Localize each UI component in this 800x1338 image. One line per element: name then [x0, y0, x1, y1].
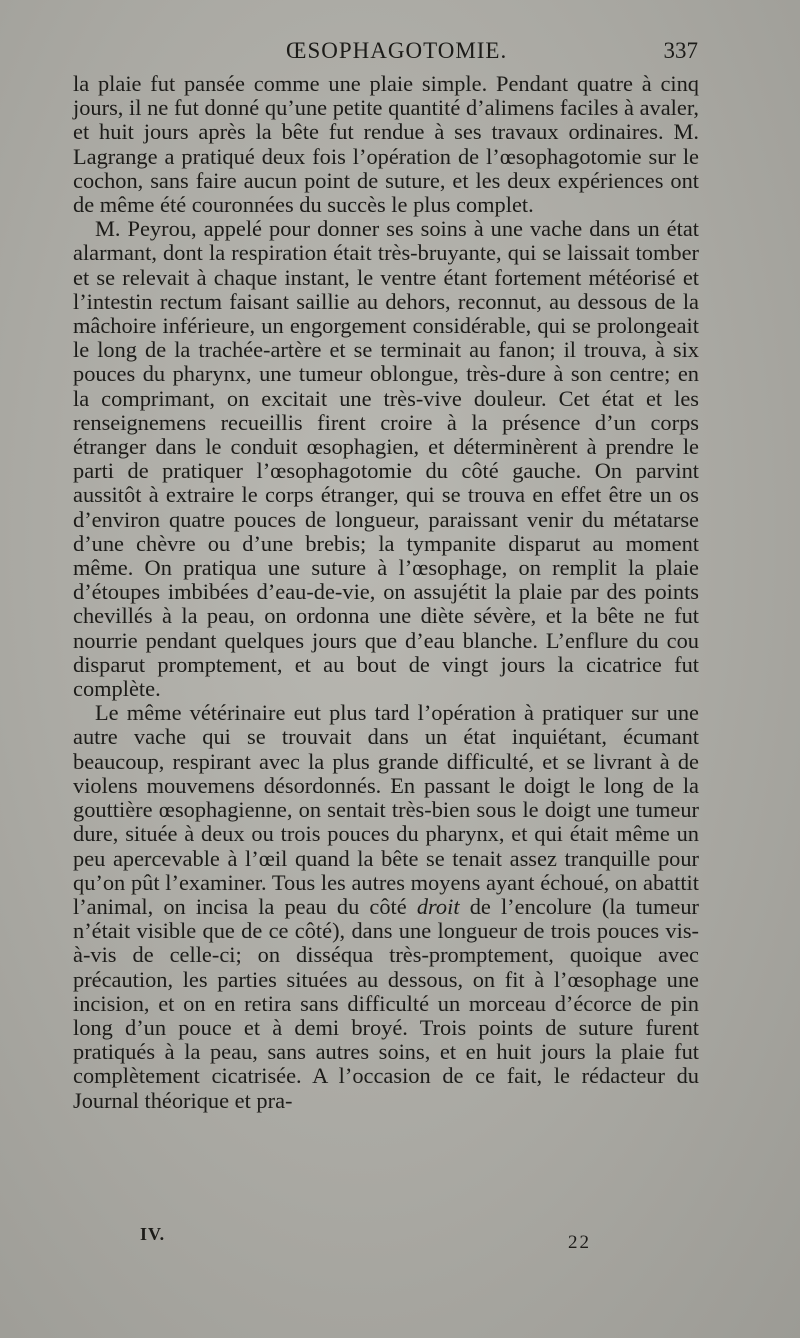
paragraph-3-text-after: de l’encolure (la tumeur n’était visible que de ce côté), dans une longueur de trois pouces vis-à-vis de celle-ci; on disséqua très-promptement, quoique avec précaution, les parties situées au dessous, on fit à l’œsophage une incision, et on en retira sans difficulté un morceau d’écorce de pin long d’un pouce et à demi broyé. Trois points de suture furent pratiqués à la peau, sans autres soins, et en huit jours la plaie fut complètement cicatrisée. A l’occasion de ce fait, le rédacteur du Journal théorique et pra-: [73, 893, 700, 1113]
paragraph-3: [73, 701, 699, 1112]
paragraph-2: M. Peyrou, appelé pour donner ses soins à une vache dans un état alarmant, dont la respiration était très-bruyante, qui se laissait tomber et se relevait à chaque instant, le ventre étant fortement météorisé et l’intestin rectum faisant saillie au dehors, reconnut, au dessous de la mâchoire inférieure, un engorgement considérable, qui se prolongeait le long de la trachée-artère et se terminait au fanon; il trouva, à six pouces du pharynx, une tumeur oblongue, très-dure à son centre; en la comprimant, on excitait une très-vive douleur. Cet état et les renseignemens recueillis firent croire à la présence d’un corps étranger dans le conduit œsophagien, et déterminèrent à prendre le parti de pratiquer l’œsophagotomie du côté gauche. On parvint aussitôt à extraire le corps étranger, qui se trouva en effet être un os d’environ quatre pouces de longueur, paraissant venir du métatarse d’une chèvre ou d’une brebis; la tympanite disparut au moment même. On pratiqua une suture à l’œsophage, on remplit la plaie d’étoupes imbibées d’eau-de-vie, on assujétit la plaie par des points chevillés à la peau, on ordonna une diète sévère, et la bête ne fut nourrie pendant quelques jours que d’eau blanche. L’enflure du cou disparut promptement, et au bout de vingt jours la cicatrice fut complète.: [73, 216, 699, 702]
paragraph-3-text-before: Le même vétérinaire eut plus tard l’opération à pratiquer sur une autre vache qui se trouvait dans un état inquiétant, écumant beaucoup, respirant avec la plus grande difficulté, et se livrant à de violens mouvemens désordonnés. En passant le doigt le long de la gouttière œsophagienne, on sentait très-bien sous le doigt une tumeur dure, située à deux ou trois pouces du pharynx, et qui était même un peu apercevable à l’œil quand la bête se tenait assez tranquille pour qu’on pût l’examiner. Tous les autres moyens ayant échoué, on abattit l’animal, on incisa la peau du côté: [73, 700, 699, 919]
signature-mark: IV.: [140, 1224, 166, 1244]
emphasized-word: droit: [416, 893, 460, 919]
sheet-number: 22: [568, 1232, 591, 1253]
body-text: [73, 72, 699, 1113]
paragraph-1: la plaie fut pansée comme une plaie simple. Pendant quatre à cinq jours, il ne fut donné qu’une petite quantité d’alimens faciles à avaler, et huit jours après la bête fut rendue à ses travaux ordinaires. M. Lagrange a pratiqué deux fois l’opération de l’œsophagotomie sur le cochon, sans faire aucun point de suture, et les deux expériences ont de même été couronnées du succès le plus complet.: [73, 71, 699, 218]
running-head: [60, 38, 720, 68]
running-title: ŒSOPHAGOTOMIE.: [286, 38, 508, 63]
page-number: 337: [663, 38, 698, 63]
